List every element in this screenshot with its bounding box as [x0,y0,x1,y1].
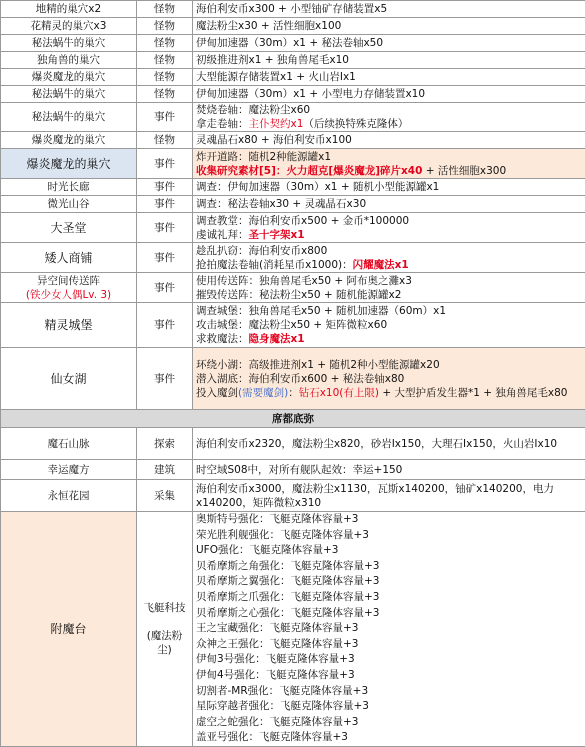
encounter-type [137,196,193,213]
reward-line [196,2,582,16]
encounter-type-text: 怪物 [154,88,175,100]
encounter-type [137,132,193,149]
reward-cell [193,132,585,149]
table-row [1,103,585,132]
reward-line [196,214,582,228]
encounter-type-text: 事件 [154,111,175,123]
encounter-type-text: 事件 [154,373,175,385]
encounter-type-text: 探索 [154,438,175,450]
location-name [1,348,137,410]
location-name [1,69,137,86]
reward-text: + 活性细胞x300 [422,165,506,177]
reward-line: 贝希摩斯之翼强化：飞艇克隆体容量+3 [196,574,582,590]
location-requirement: (铁少女人偶Lv. 3) [26,289,111,301]
encounter-type [137,18,193,35]
reward-cell [193,52,585,69]
reward-text: 虔诚礼拜： [196,229,249,241]
reward-cell [193,428,585,460]
reward-cell [193,243,585,273]
location-name [1,1,137,18]
location-name-text: 大圣堂 [50,221,86,235]
location-name-text: 花精灵的巢穴x3 [31,20,107,32]
reward-line [196,19,582,33]
reward-line [196,304,582,318]
location-name-text: 幸运魔方 [48,464,90,476]
reward-text: 趁乱扒窃：海伯利安币x800 [196,245,327,257]
encounter-type [137,273,193,303]
location-name-text: 永恒花园 [48,490,90,502]
encounter-type-text: 事件 [154,319,175,331]
reward-line [196,332,582,346]
reward-line: 贝希摩斯之角强化：飞艇克隆体容量+3 [196,559,582,575]
encounter-type-text: 事件 [154,198,175,210]
reward-line [196,463,582,477]
reward-text: 抢拍魔法卷轴(消耗星币x1000)： [196,259,353,271]
reward-text: 伊甸加速器（30m）x1 + 秘法卷轴x50 [196,37,383,49]
reward-line [196,228,582,242]
reward-text: 使用传送阵：独角兽尾毛x50 + 阿布奥之灘x3 [196,275,412,287]
reward-highlight: 主仆契约x1 [249,118,304,130]
reward-cell [193,512,585,747]
reward-line: 荣光胜利舰强化：飞艇克隆体容量+3 [196,528,582,544]
reward-text: + 大型护盾发生器*1 + 独角兽尾毛x80 [379,387,567,399]
reward-cell [193,303,585,348]
location-name-text: 爆炎魔龙的巢穴 [26,157,110,171]
reward-text: 调查：秘法卷轴x30 + 灵魂晶石x30 [196,198,366,210]
reward-highlight: 收集研究素材[5]：火力超克[爆炎魔龙]碎片x40 [196,165,422,177]
encounter-type-text: 怪物 [154,134,175,146]
reward-cell [193,273,585,303]
encounter-type [137,179,193,196]
reward-line [196,133,582,147]
reward-text: 调查：伊甸加速器（30m）x1 + 随机小型能源罐x1 [196,181,439,193]
table-row [1,243,585,273]
reward-line: UFO强化：飞艇克隆体容量+3 [196,543,582,559]
encounter-type-text: 怪物 [154,37,175,49]
reward-text: 调查教堂：海伯利安币x500 + 金币*100000 [196,215,409,227]
location-name [1,196,137,213]
reward-line: 盖亚号强化：飞艇克隆体容量+3 [196,730,582,746]
reward-highlight: 圣十字架x1 [249,229,305,241]
table-row [1,35,585,52]
reward-text: 海伯利安币x300 + 小型铀矿存储装置x5 [196,3,387,15]
reward-line [196,180,582,194]
location-name-text: 魔石山脉 [48,438,90,450]
section-title: 席都底弥 [1,410,585,428]
reward-cell [193,149,585,179]
reward-line [196,117,582,131]
encounter-type [137,149,193,179]
encounter-type-text: 事件 [154,158,175,170]
table-row [1,69,585,86]
encounter-type-text: 怪物 [154,71,175,83]
encounter-type [137,480,193,512]
location-name-text: 时光长廊 [48,181,90,193]
location-name-text: 微光山谷 [48,198,90,210]
encounter-type-text: 事件 [154,222,175,234]
reward-text: 大型能源存储装置x1 + 火山岩Ⅰx1 [196,71,356,83]
reward-text: （后续换特殊克隆体） [303,118,408,130]
reward-text: 摧毁传送阵：秘法粉尘x50 + 随机能源罐x2 [196,289,401,301]
reward-cell [193,86,585,103]
reward-text: 炸开道路：随机2种能源罐x1 [196,151,331,163]
location-name-text: 爆炎魔龙的巢穴 [32,71,106,83]
reward-line: 星际穿越者强化：飞艇克隆体容量+3 [196,699,582,715]
location-name [1,428,137,460]
reward-line [196,288,582,302]
location-name-text: 矮人商铺 [44,251,92,265]
reward-text: 焚烧卷轴：魔法粉尘x60 [196,104,310,116]
reward-line: 王之宝藏强化：飞艇克隆体容量+3 [196,621,582,637]
reward-line [196,274,582,288]
location-name-text: 独角兽的巢穴 [37,54,100,66]
reward-cell [193,196,585,213]
encounter-type-text: 事件 [154,252,175,264]
reward-cell [193,18,585,35]
encounter-type [137,243,193,273]
reward-line [196,87,582,101]
reward-line [196,36,582,50]
reward-cell [193,480,585,512]
encounter-type-text: 怪物 [154,54,175,66]
encounter-type [137,213,193,243]
table-row [1,273,585,303]
reward-line [196,437,582,451]
reward-cell [193,69,585,86]
encounter-type [137,460,193,480]
table-row [1,213,585,243]
reward-line [196,258,582,272]
reward-text: 初级推进剂x1 + 独角兽尾毛x10 [196,54,349,66]
encounter-type-text: 采集 [154,490,175,502]
table-row [1,132,585,149]
reward-line [196,386,582,400]
reward-text: 攻击城堡：魔法粉尘x50 + 矩阵微粒x60 [196,319,387,331]
reward-text: 求救魔法： [196,333,249,345]
location-name-text: 爆炎魔龙的巢穴 [32,134,106,146]
reward-line: 奥斯特号强化：飞艇克隆体容量+3 [196,512,582,528]
reward-line [196,358,582,372]
location-name [1,18,137,35]
reward-highlight: 闪耀魔法x1 [353,259,409,271]
table-row [1,196,585,213]
location-name [1,303,137,348]
reward-cell [193,1,585,18]
encounter-type [137,52,193,69]
encounter-type [137,69,193,86]
reward-line [196,150,582,164]
reward-text: 潜入湖底：海伯利安币x600 + 秘法卷轴x80 [196,373,404,385]
location-name [1,149,137,179]
reward-line [196,318,582,332]
location-name [1,460,137,480]
reward-text: 环绕小湖：高级推进剂x1 + 随机2种小型能源罐x20 [196,359,440,371]
location-name [1,243,137,273]
encounter-type-text: 怪物 [154,20,175,32]
reward-line: 众神之王强化：飞艇克隆体容量+3 [196,637,582,653]
encounter-type-text: 建筑 [154,464,175,476]
location-name-text: 秘法蜗牛的巢穴 [32,88,106,100]
reward-cell [193,103,585,132]
reward-line [196,103,582,117]
reward-cell [193,179,585,196]
reward-line: 伊甸3号强化：飞艇克隆体容量+3 [196,652,582,668]
table-row [1,512,585,747]
location-name-text: 仙女湖 [50,372,86,386]
encounter-cost-text: (魔法粉尘) [147,630,183,656]
location-name-text: 异空间传送阵 [37,275,100,287]
table-row [1,52,585,69]
table-row [1,179,585,196]
encounter-type [137,86,193,103]
table-row [1,303,585,348]
encounter-type-text: 事件 [154,181,175,193]
reward-line [196,372,582,386]
reward-line: 虚空之蛇强化：飞艇克隆体容量+3 [196,715,582,731]
table-row [1,18,585,35]
reward-line: 切割者-MR强化：飞艇克隆体容量+3 [196,684,582,700]
reward-cell [193,348,585,410]
location-name-text: 附魔台 [50,622,86,636]
table-row [1,1,585,18]
reward-line [196,244,582,258]
reward-text: ： [288,387,299,399]
reward-highlight: 隐身魔法x1 [249,333,305,345]
reward-text: 调查城堡：独角兽尾毛x50 + 随机加速器（60m）x1 [196,305,446,317]
location-name [1,86,137,103]
location-name [1,480,137,512]
encounter-type-text: 怪物 [154,3,175,15]
table-row [1,428,585,460]
reward-line [196,482,582,510]
location-name-text: 秘法蜗牛的巢穴 [32,37,106,49]
reward-text: 拿走卷轴： [196,118,249,130]
encounter-type [137,103,193,132]
location-name-text: 地精的巢穴x2 [36,3,101,15]
reward-text: 魔法粉尘x30 + 活性细胞x100 [196,20,341,32]
location-name-text: 秘法蜗牛的巢穴 [32,111,106,123]
table-row [1,149,585,179]
reward-text: 时空域S08中，对所有舰队起效：幸运+150 [196,464,402,476]
reward-line: 贝希摩斯之心强化：飞艇克隆体容量+3 [196,606,582,622]
location-name [1,512,137,747]
reward-line [196,164,582,178]
reward-text: 海伯利安币x2320，魔法粉尘x820，砂岩Ⅰx150，大理石Ⅰx150，火山岩Ⅰx10 [196,438,557,450]
encounter-type-text: 飞艇科技 [144,602,186,614]
location-name [1,213,137,243]
encounter-type-text: 事件 [154,282,175,294]
table-row [1,86,585,103]
reward-highlight: (需要魔剑) [238,387,288,399]
table-row [1,460,585,480]
encounter-type [137,428,193,460]
reward-cell [193,460,585,480]
reward-line [196,197,582,211]
encounter-type [137,348,193,410]
reward-line [196,70,582,84]
reward-text: 投入魔剑 [196,387,238,399]
location-name-text: 精灵城堡 [44,318,92,332]
reward-text: 灵魂晶石x80 + 海伯利安币x100 [196,134,352,146]
reward-cell [193,213,585,243]
location-name [1,132,137,149]
section-header [1,410,585,428]
reward-highlight: 钻石x10(有上限) [299,387,379,399]
encounter-type [137,512,193,747]
reward-line [196,53,582,67]
reward-line: 贝希摩斯之爪强化：飞艇克隆体容量+3 [196,590,582,606]
location-name [1,52,137,69]
location-name [1,179,137,196]
reward-line: 伊甸4号强化：飞艇克隆体容量+3 [196,668,582,684]
table-row [1,480,585,512]
encounter-type [137,303,193,348]
reward-text: 伊甸加速器（30m）x1 + 小型电力存储装置x10 [196,88,425,100]
table-row [1,348,585,410]
reward-text: 海伯利安币x3000，魔法粉尘x1130，瓦斯x140200，铀矿x140200，电力x140200，矩阵微粒x310 [196,483,554,509]
encounter-type [137,35,193,52]
location-name [1,35,137,52]
location-name [1,103,137,132]
reward-cell [193,35,585,52]
location-name [1,273,137,303]
encounter-type [137,1,193,18]
